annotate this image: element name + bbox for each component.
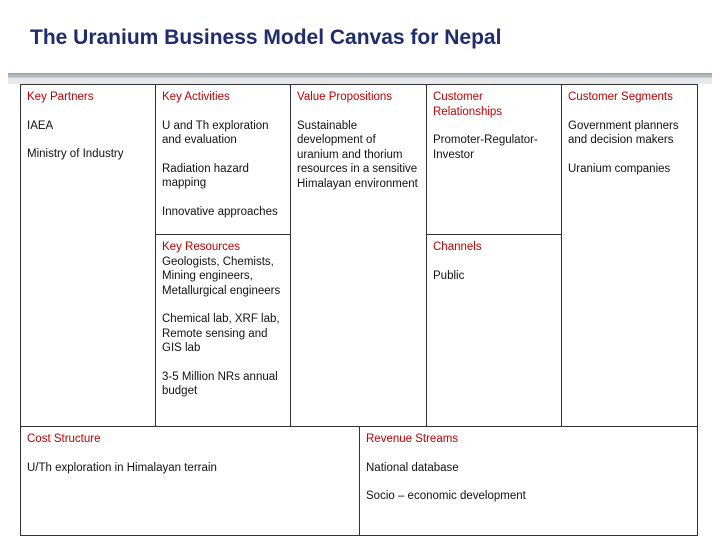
- key-resources-block: [155, 234, 291, 427]
- value-proposition-item: Sustainable development of uranium and thorium resources in a sensitive Himalayan environment: [297, 119, 418, 190]
- revenue-streams-heading: Revenue Streams: [366, 433, 459, 445]
- customer-relationships-heading: Customer Relationships: [433, 91, 503, 118]
- customer-relationships-block: [426, 84, 562, 235]
- customer-segment-item: Government planners and decision makers: [568, 119, 679, 146]
- key-activity-item: U and Th exploration and evaluation: [162, 119, 269, 146]
- key-activity-item: Radiation hazard mapping: [162, 162, 249, 189]
- key-partner-item: IAEA: [27, 119, 54, 132]
- channels-block: [426, 234, 562, 427]
- key-partners-block: [20, 84, 156, 427]
- key-activities-heading: Key Activities: [162, 91, 230, 103]
- key-resources-heading: Key Resources: [162, 241, 240, 253]
- cost-structure-heading: Cost Structure: [27, 433, 101, 445]
- page-title: The Uranium Business Model Canvas for Nepal: [30, 26, 502, 49]
- key-partner-item: Ministry of Industry: [27, 148, 124, 160]
- value-propositions-block: [290, 84, 427, 427]
- revenue-streams-block: [359, 426, 698, 536]
- revenue-stream-item: National database: [366, 461, 459, 474]
- key-activities-block: [155, 84, 291, 235]
- channels-heading: Channels: [433, 241, 482, 253]
- key-partners-heading: Key Partners: [27, 91, 94, 103]
- customer-segment-item: Uranium companies: [568, 162, 671, 175]
- key-resource-item: Geologists, Chemists, Mining engineers, Metallurgical engineers: [162, 255, 281, 297]
- key-resource-item: Chemical lab, XRF lab, Remote sensing and GIS lab: [162, 313, 280, 354]
- channel-item: Public: [433, 269, 465, 282]
- cost-structure-item: U/Th exploration in Himalayan terrain: [27, 461, 217, 474]
- customer-segments-block: [561, 84, 698, 427]
- key-resource-item: 3-5 Million NRs annual budget: [162, 370, 278, 397]
- key-activity-item: Innovative approaches: [162, 205, 278, 218]
- customer-relationship-item: Promoter-Regulator-Investor: [433, 134, 538, 161]
- revenue-stream-item: Socio – economic development: [366, 490, 526, 502]
- cost-structure-block: [20, 426, 360, 536]
- customer-segments-heading: Customer Segments: [568, 91, 673, 103]
- value-propositions-heading: Value Propositions: [297, 91, 393, 103]
